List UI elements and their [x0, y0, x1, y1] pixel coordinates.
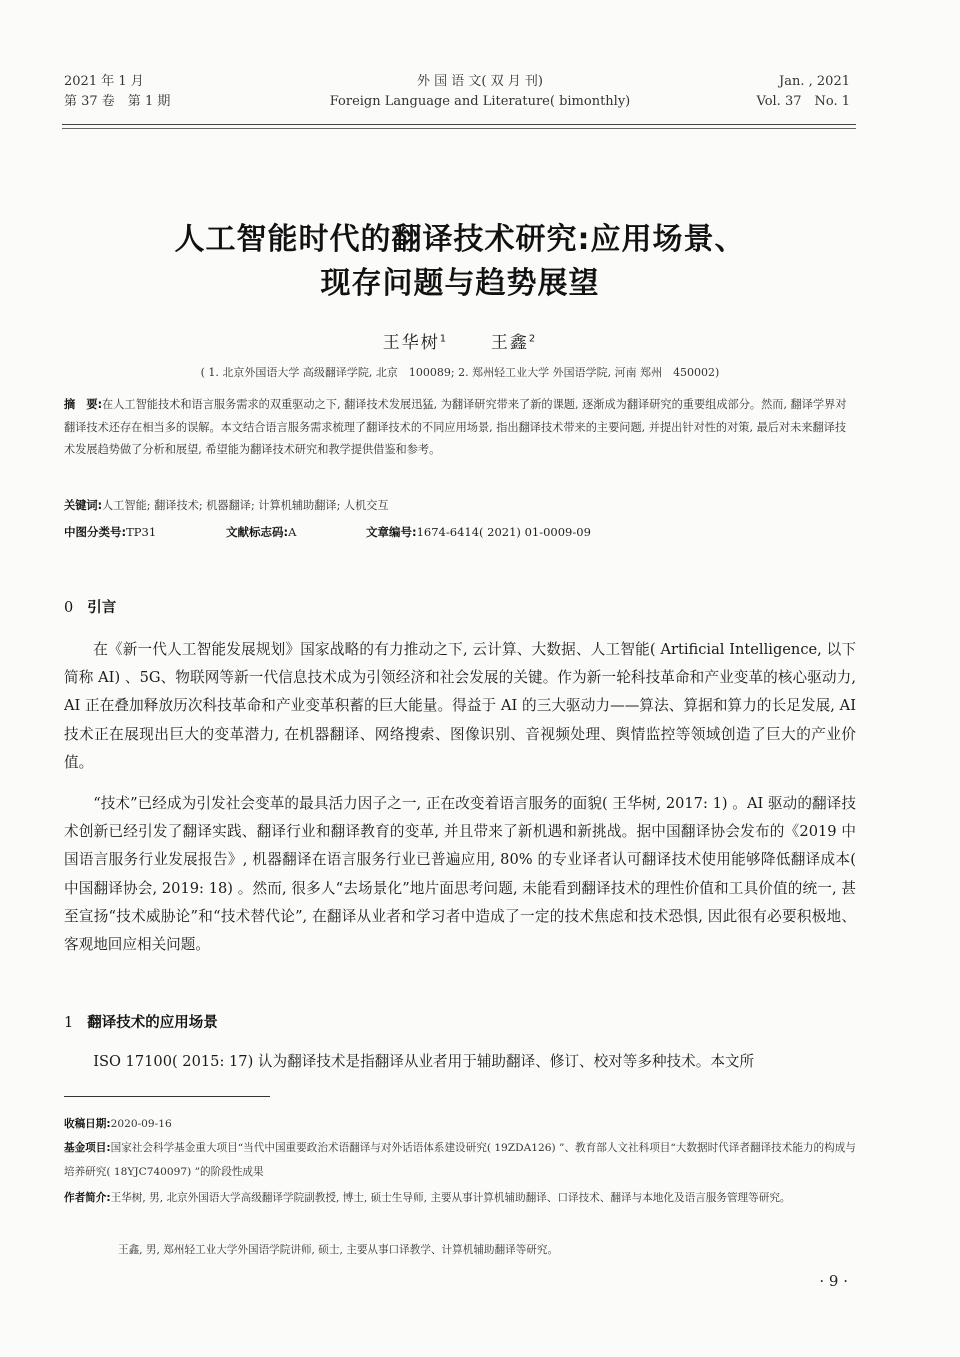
author-affil-mark: 2: [528, 333, 538, 345]
body-paragraph-1: 在《新一代人工智能发展规划》国家战略的有力推动之下, 云计算、大数据、人工智能( Artificial Intelligence, 以下简称 AI) 、5G、物联网等新一代信息技术成为引领经济和社会发展的关键。作为新一轮科技革命和产业变革的核心驱动力, AI 正在叠加释放历次科技革命和产业变革积蓄的巨大能量。得益于 AI 的三大驱动力——算法、算据和算力的长足发展, AI 技术正在展现出巨大的变革潜力, 在机器翻译、网络搜索、图像识别、音视频处理、舆情监控等领域创造了巨大的产业价值。: [64, 641, 856, 771]
article-title-line-1: 人工智能时代的翻译技术研究:应用场景、: [174, 222, 746, 257]
keywords: [64, 497, 856, 513]
received-date: 2020-09-16: [110, 1118, 172, 1130]
bio-author-1: 王华树, 男, 北京外国语大学高级翻译学院副教授, 博士, 硕士生导师, 主要从事计算机辅助翻译、口译技术、翻译与本地化及语言服务管理等研究。: [110, 1192, 791, 1204]
article-number: [366, 524, 591, 540]
section-number: 0: [64, 600, 74, 616]
body-paragraph-2: “技术”已经成为引发社会变革的最具活力因子之一, 正在改变着语言服务的面貌( 王华树, 2017: 1) 。AI 驱动的翻译技术创新已经引发了翻译实践、翻译行业和翻译教育的变革, 并且带来了新机遇和新挑战。据中国翻译协会发布的《2019 中国语言服务行业发展报告》, 机器翻译在语言服务行业已普遍应用, 80% 的专业译者认可翻译技术使用能够降低翻译成本( 中国翻译协会, 2019: 18) 。然而, 很多人“去场景化”地片面思考问题, 未能看到翻译技术的理性价值和工具价值的统一, 甚至宣扬“技术威胁论”和“技术替代论”, 在翻译从业者和学习者中造成了一定的技术焦虑和技术恐惧, 因此很有必要积极地、客观地回应相关问题。: [64, 795, 856, 954]
clc-value: TP31: [126, 525, 157, 539]
header-issue-info-en: [757, 72, 851, 112]
abstract-label: 摘 要:: [64, 398, 103, 411]
fund-text: 国家社会科学基金重大项目“当代中国重要政治术语翻译与对外话语体系建设研究( 19ZDA126) ”、教育部人文社科项目“大数据时代译者翻译技术能力的构成与培养研究( 18YJC740097) ”的阶段性成果: [64, 1142, 856, 1178]
footnote-bio-author-2: 王鑫, 男, 郑州轻工业大学外国语学院讲师, 硕士, 主要从事口译教学、计算机辅助翻译等研究。: [118, 1244, 559, 1256]
abstract-text: 在人工智能技术和语言服务需求的双重驱动之下, 翻译技术发展迅猛, 为翻译研究带来了新的课题, 逐渐成为翻译研究的重要组成部分。然而, 翻译学界对翻译技术还存在相当多的误解。本文结合语言服务需求梳理了翻译技术的不同应用场景, 指出翻译技术带来的主要问题, 并提出针对性的对策, 最后对未来翻译技术发展趋势做了分析和展望, 希望能为翻译技术研究和教学提供借鉴和参考。: [64, 398, 847, 456]
journal-name-cn: 外 国 语 文( 双 月 刊): [417, 74, 543, 89]
section-title: 引言: [87, 600, 117, 616]
header-date: 2021 年 1 月: [64, 74, 144, 89]
header-volume: 第 37 卷 第 1 期: [64, 94, 171, 109]
header-date-en: Jan. , 2021: [779, 74, 850, 89]
bio-label: 作者简介:: [64, 1192, 111, 1204]
article-value: 1674-6414( 2021) 01-0009-09: [416, 525, 591, 539]
section-heading-intro: [64, 596, 116, 617]
keywords-label: 关键词:: [64, 499, 103, 512]
author-list: [60, 328, 860, 353]
article-title-line-2: 现存问题与趋势展望: [320, 266, 600, 301]
doc-value: A: [288, 525, 297, 539]
header-rule: [62, 124, 856, 125]
keywords-text: 人工智能; 翻译技术; 机器翻译; 计算机辅助翻译; 人机交互: [102, 499, 389, 512]
clc-number: [64, 524, 156, 540]
doc-label: 文献标志码:: [226, 525, 289, 539]
footnote-received: [64, 1112, 856, 1136]
header-volume-en: Vol. 37 No. 1: [756, 94, 850, 109]
document-code: [226, 524, 296, 540]
body-paragraph-3: ISO 17100( 2015: 17) 认为翻译技术是指翻译从业者用于辅助翻译、修订、校对等多种技术。本文所: [93, 1053, 755, 1070]
header-rule-thin: [62, 128, 856, 129]
received-label: 收稿日期:: [64, 1118, 111, 1130]
journal-name-en: Foreign Language and Literature( bimonthly): [329, 94, 631, 109]
page-number: · 9 ·: [819, 1272, 848, 1290]
abstract: [64, 394, 856, 462]
header-issue-info: [64, 72, 170, 112]
section-number: 1: [64, 1015, 74, 1031]
article-label: 文章编号:: [366, 525, 417, 539]
header-journal-name: [200, 72, 760, 112]
fund-label: 基金项目:: [64, 1142, 111, 1154]
author-affil-mark: 1: [439, 333, 449, 345]
section-title: 翻译技术的应用场景: [87, 1015, 218, 1031]
footnote-rule: [64, 1096, 270, 1097]
footnote-bio: [64, 1186, 856, 1210]
affiliations: ( 1. 北京外国语大学 高级翻译学院, 北京 100089; 2. 郑州轻工业大学 外国语学院, 河南 郑州 450002): [200, 366, 720, 379]
author-name: 王华树: [382, 333, 440, 353]
section-heading-applications: [64, 1011, 218, 1032]
footnote-fund: [64, 1136, 856, 1184]
clc-label: 中图分类号:: [64, 525, 127, 539]
author-name: 王鑫: [490, 333, 529, 353]
